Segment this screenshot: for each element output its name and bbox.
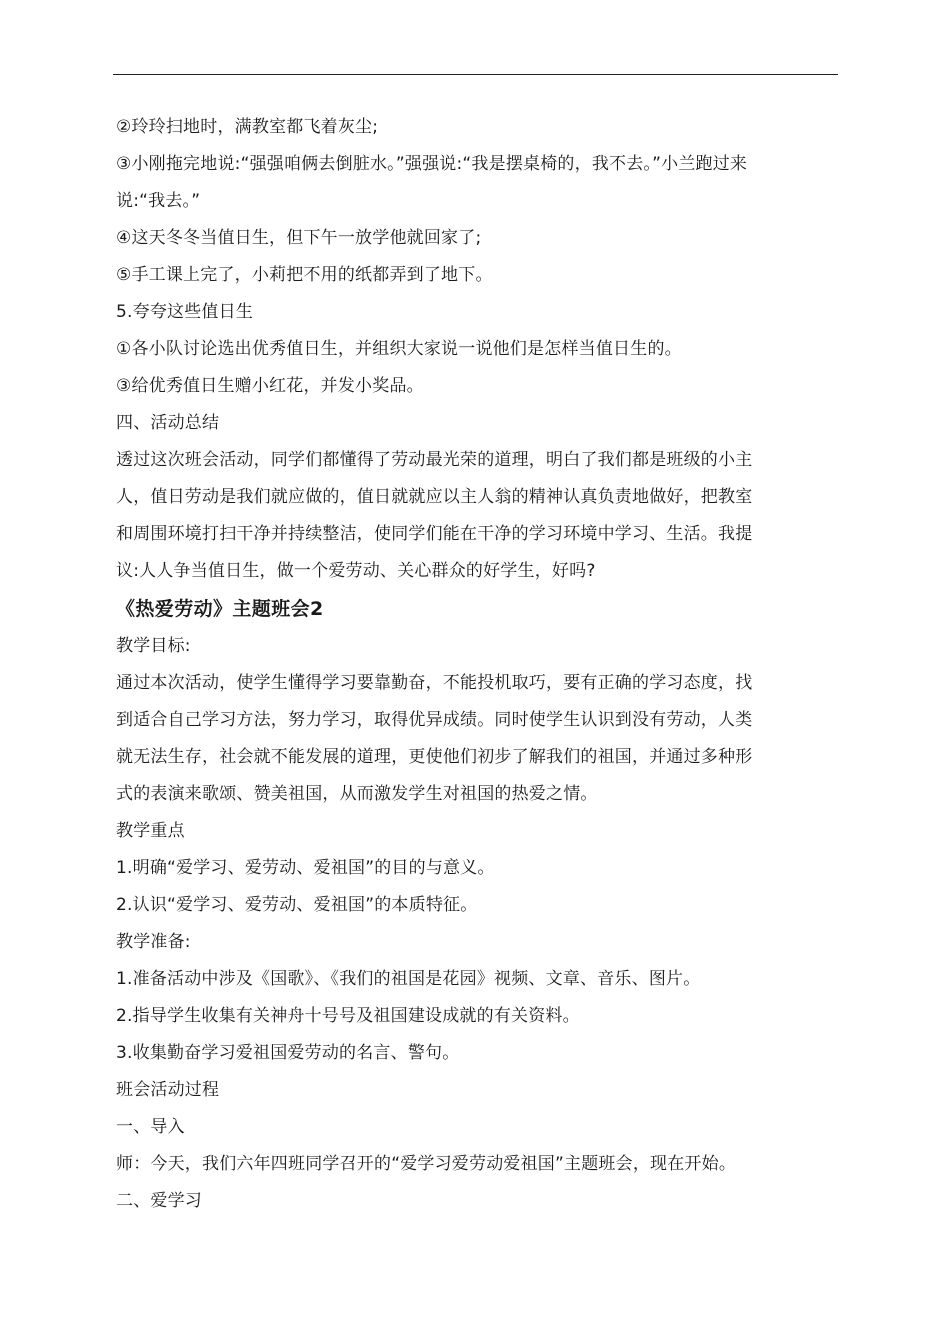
paragraph-line: 式的表演来歌颂、赞美祖国，从而激发学生对祖国的热爱之情。 [116, 784, 598, 804]
document-heading: 《热爱劳动》主题班会2 [116, 598, 324, 620]
section-title: 二、爱学习 [116, 1191, 202, 1211]
paragraph-line: 就无法生存，社会就不能发展的道理，更使他们初步了解我们的祖国，并通过多种形 [116, 747, 753, 767]
section-title: 四、活动总结 [116, 413, 220, 433]
paragraph-line: 人，值日劳动是我们就应做的，值日就就应以主人翁的精神认真负责地做好，把教室 [116, 487, 753, 507]
paragraph-line: 到适合自己学习方法，努力学习，取得优异成绩。同时使学生认识到没有劳动，人类 [116, 710, 753, 730]
paragraph-line: 和周围环境打扫干净并持续整洁，使同学们能在干净的学习环境中学习、生活。我提 [116, 524, 753, 544]
document-body [116, 109, 828, 1220]
list-item: 1.明确“爱学习、爱劳动、爱祖国”的目的与意义。 [116, 858, 495, 878]
list-item: ④这天冬冬当值日生，但下午一放学他就回家了; [116, 228, 482, 248]
paragraph-line: 透过这次班会活动，同学们都懂得了劳动最光荣的道理，明白了我们都是班级的小主 [116, 450, 753, 470]
section-title: 一、导入 [116, 1117, 185, 1137]
list-item: ①各小队讨论选出优秀值日生，并组织大家说一说他们是怎样当值日生的。 [116, 339, 682, 359]
paragraph-line: 通过本次活动，使学生懂得学习要靠勤奋，不能投机取巧，要有正确的学习态度，找 [116, 673, 753, 693]
list-item: ⑤手工课上完了，小莉把不用的纸都弄到了地下。 [116, 265, 493, 285]
header-rule [113, 74, 838, 75]
list-item: 1.准备活动中涉及《国歌》、《我们的祖国是花园》视频、文章、音乐、图片。 [116, 969, 701, 989]
paragraph-line: 议:人人争当值日生，做一个爱劳动、关心群众的好学生，好吗? [116, 561, 596, 581]
section-title: 班会活动过程 [116, 1080, 220, 1100]
section-title: 教学目标: [116, 636, 191, 656]
list-item: 2.认识“爱学习、爱劳动、爱祖国”的本质特征。 [116, 895, 478, 915]
list-item: 2.指导学生收集有关神舟十号号及祖国建设成就的有关资料。 [116, 1006, 580, 1026]
section-step-title: 5.夸夸这些值日生 [116, 302, 254, 322]
list-item: ③小刚拖完地说:“强强咱俩去倒脏水。”强强说:“我是摆桌椅的，我不去。”小兰跑过来 [116, 154, 748, 174]
section-title: 教学准备: [116, 932, 191, 952]
paragraph-line: 师：今天，我们六年四班同学召开的“爱学习爱劳动爱祖国”主题班会，现在开始。 [116, 1154, 737, 1174]
list-item: ②玲玲扫地时，满教室都飞着灰尘; [116, 117, 379, 137]
list-item: ③给优秀值日生赠小红花，并发小奖品。 [116, 376, 424, 396]
list-item: 3.收集勤奋学习爱祖国爱劳动的名言、警句。 [116, 1043, 460, 1063]
section-title: 教学重点 [116, 821, 185, 841]
list-item-continued: 说:“我去。” [116, 191, 201, 211]
